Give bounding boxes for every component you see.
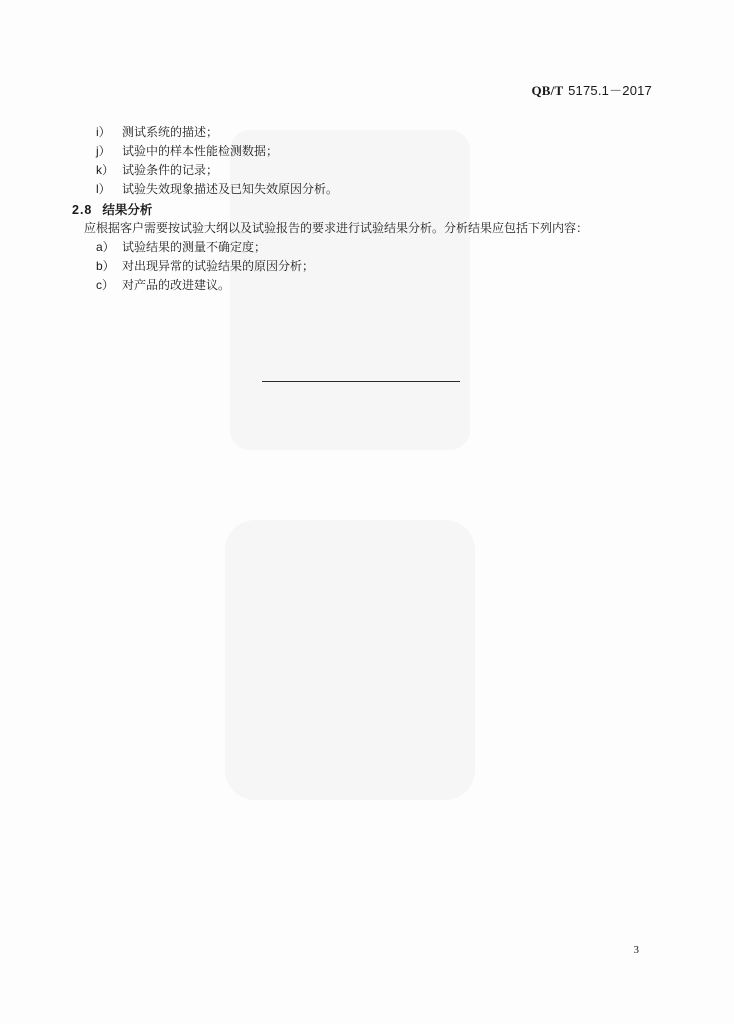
list-marker: c）: [96, 278, 115, 292]
list-marker: j）: [96, 144, 111, 158]
list-marker: i）: [96, 125, 111, 139]
list-item: [96, 276, 230, 294]
section-title: 结果分析: [102, 202, 153, 217]
page-number: 3: [633, 944, 639, 956]
list-text: 试验结果的测量不确定度；: [122, 240, 267, 254]
list-text: 测试系统的描述；: [122, 125, 219, 139]
list-item: [96, 123, 218, 141]
list-text: 试验失效现象描述及已知失效原因分析。: [122, 182, 339, 196]
standard-code: QB/T: [531, 83, 564, 98]
list-item: [96, 142, 278, 160]
list-marker: a）: [96, 240, 115, 254]
standard-number: 5175.1－2017: [568, 83, 652, 98]
end-of-document-rule: [262, 381, 460, 382]
list-text: 对产品的改进建议。: [122, 278, 231, 292]
list-item: [96, 161, 218, 179]
scan-artifact: [225, 520, 475, 800]
section-number: 2.8: [72, 203, 93, 217]
list-text: 试验条件的记录；: [122, 163, 219, 177]
standard-header: [532, 80, 653, 99]
list-text: 对出现异常的试验结果的原因分析；: [122, 259, 315, 273]
list-marker: b）: [96, 259, 115, 273]
section-heading: [72, 200, 152, 218]
list-item: [96, 180, 338, 198]
list-marker: k）: [96, 163, 115, 177]
section-paragraph: 应根据客户需要按试验大纲以及试验报告的要求进行试验结果分析。分析结果应包括下列内容：: [84, 221, 589, 235]
list-item: [96, 238, 266, 256]
list-item: [96, 257, 314, 275]
list-marker: l）: [96, 182, 111, 196]
scan-artifact: [230, 130, 470, 450]
list-text: 试验中的样本性能检测数据；: [122, 144, 279, 158]
